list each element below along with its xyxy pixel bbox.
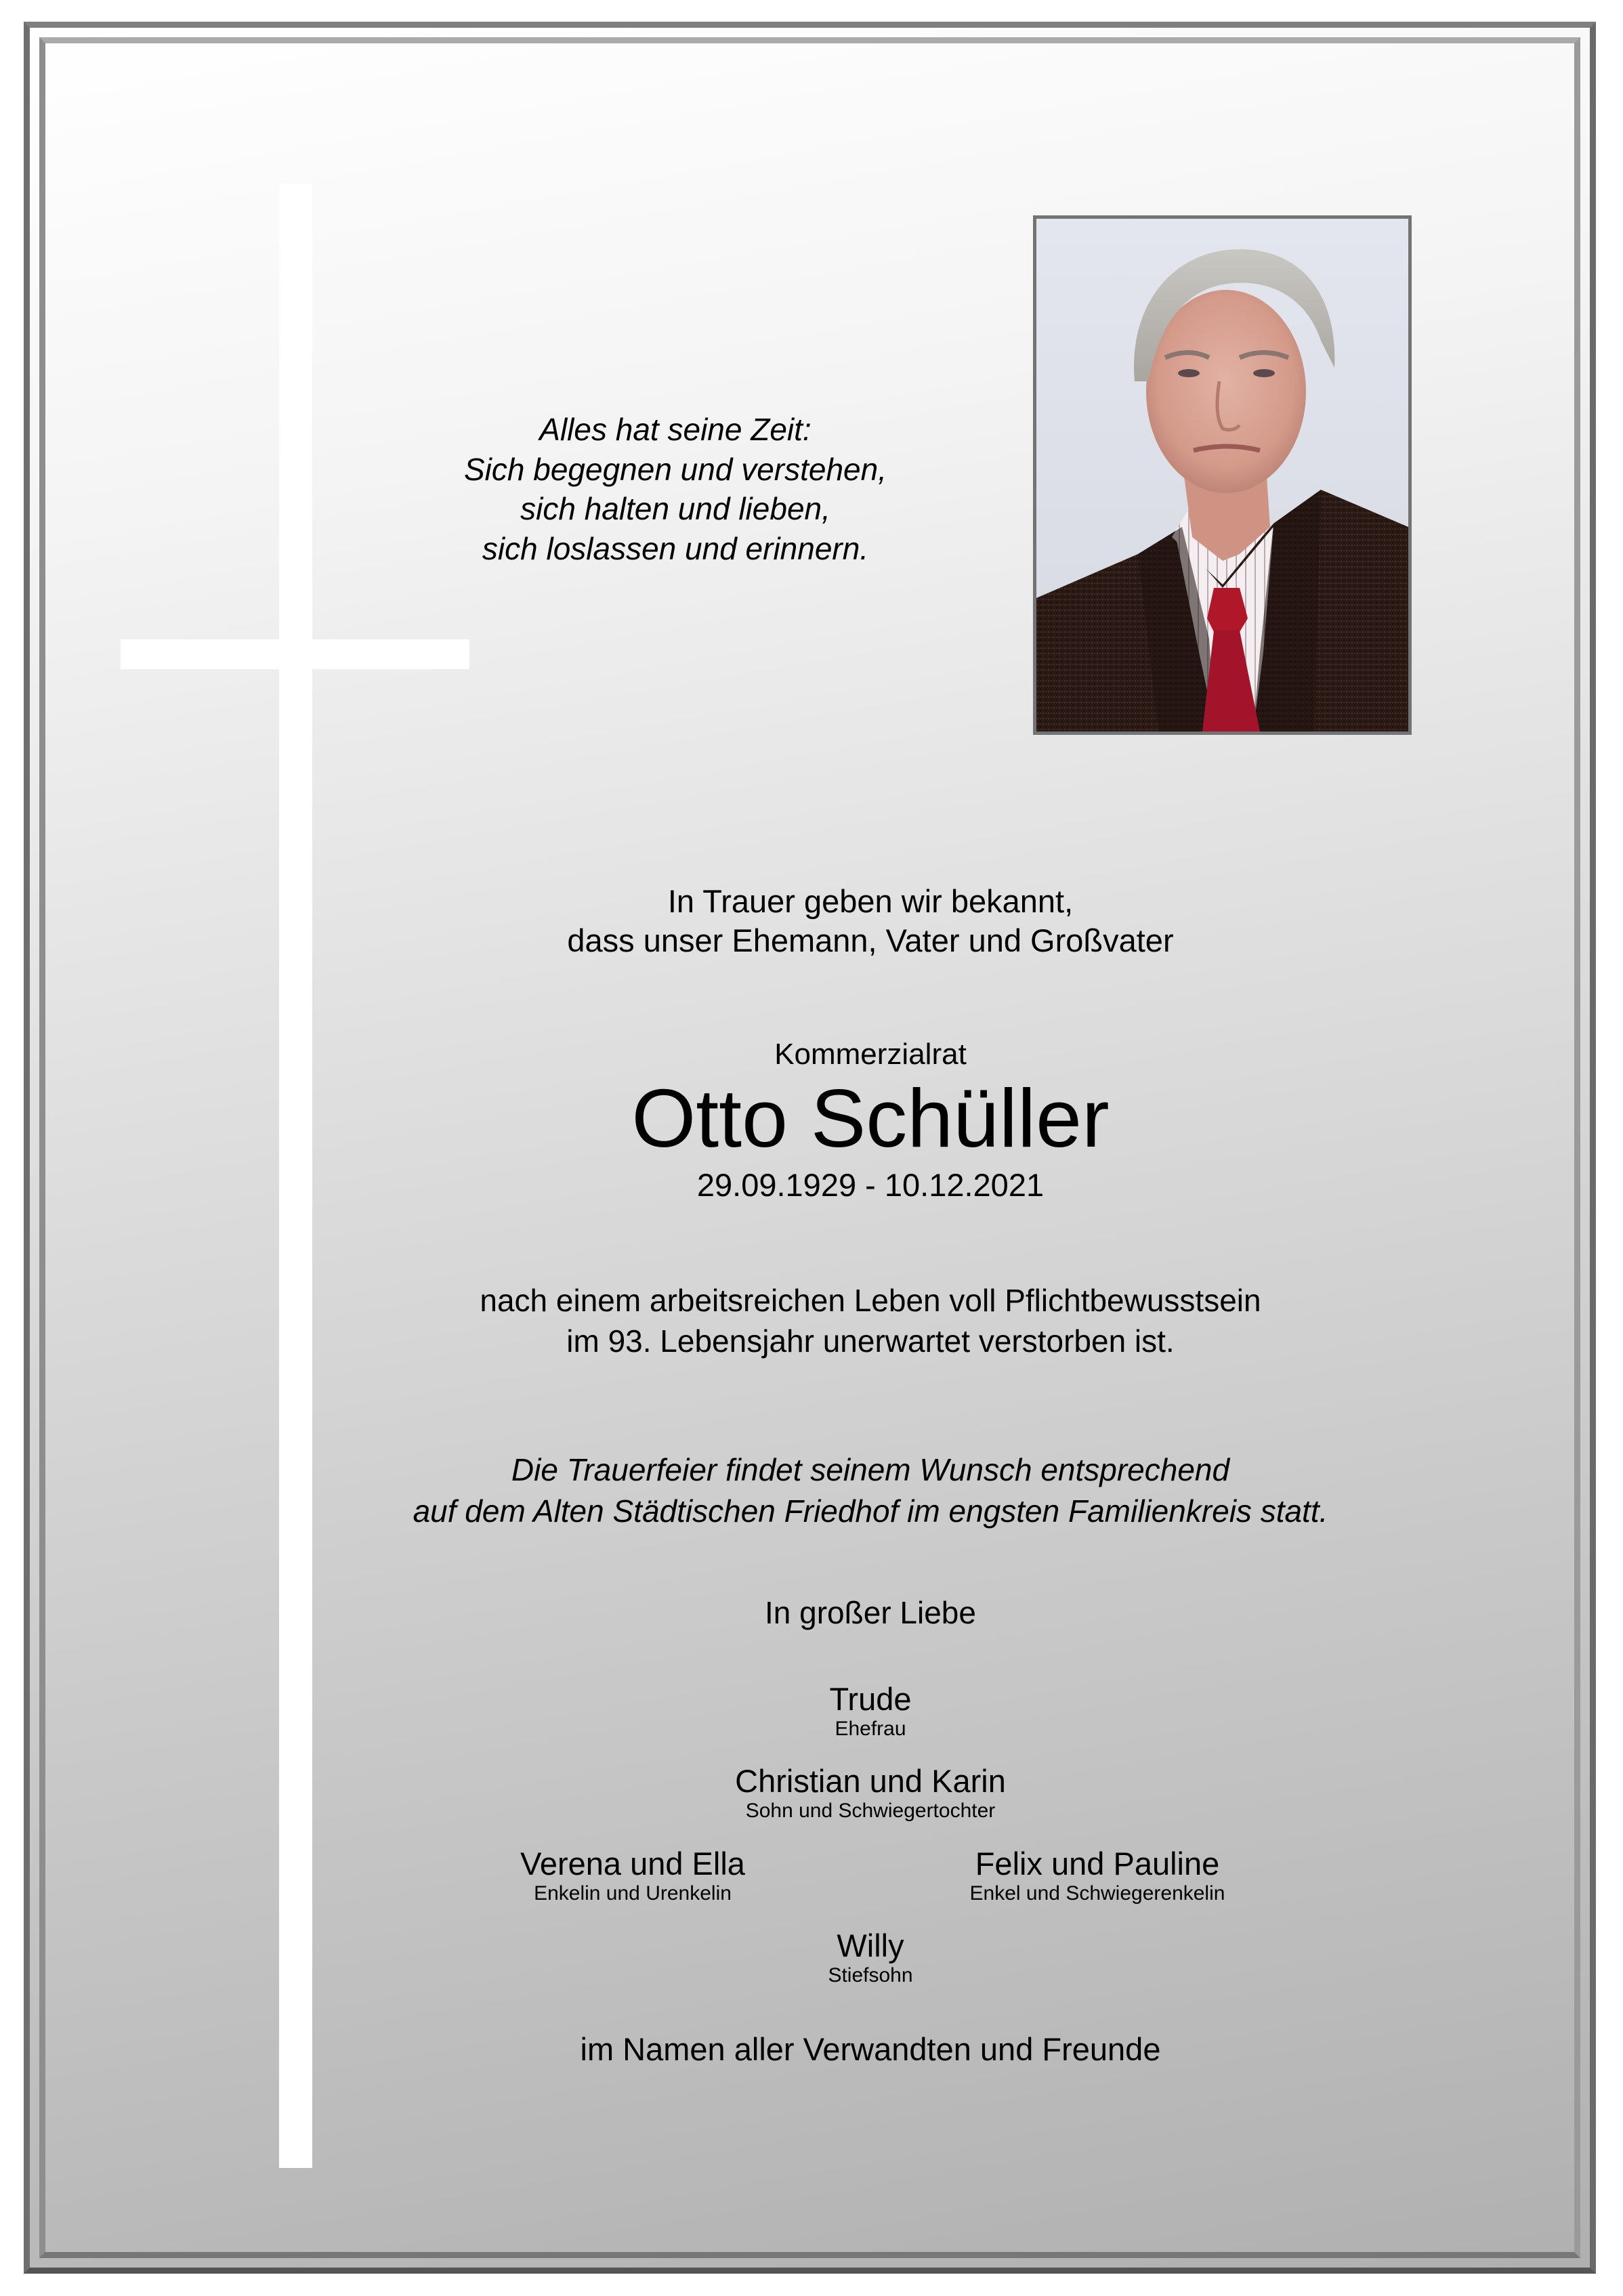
mourner-entry [667,1683,1074,1739]
mourner-relation: Enkelin und Urenkelin [534,1882,732,1905]
mourner-relation: Ehefrau [835,1718,906,1740]
cross-icon-vertical-bar [279,184,312,2168]
notice-line: nach einem arbeitsreichen Leben voll Pflichtbewusstsein [480,1283,1261,1318]
poem-line: sich loslassen und erinnern. [482,530,869,566]
closing-line: im Namen aller Verwandten und Freunde [580,2031,1161,2067]
mourner-name: Felix und Pauline [975,1846,1220,1882]
mourners-intro: In großer Liebe [765,1595,976,1630]
announcement [464,882,1277,960]
life-dates: 29.09.1929 - 10.12.2021 [696,1167,1045,1203]
announcement-line: In Trauer geben wir bekannt, [667,883,1074,919]
announcement-line: dass unser Ehemann, Vater und Großvater [567,922,1174,958]
mourner-relation: Sohn und Schwiegertochter [745,1800,996,1822]
cross-icon-horizontal-bar [121,639,469,669]
deceased-name: Otto Schüller [631,1072,1110,1164]
ceremony-line: Die Trauerfeier findet seinem Wunsch entsprechend [511,1452,1230,1487]
mourner-entry [894,1848,1301,1904]
mourner-entry [667,1930,1074,1986]
ceremony-line: auf dem Alten Städtischen Friedhof im engsten Familienkreis statt. [413,1493,1328,1529]
ceremony-info [329,1449,1412,1532]
mourner-name: Trude [829,1681,912,1717]
death-notice-text [464,1280,1277,1361]
mourner-relation: Enkel und Schwiegerenkelin [969,1882,1225,1905]
portrait-image [1036,219,1408,731]
mourner-name: Christian und Karin [735,1763,1006,1799]
mourner-name: Verena und Ella [520,1846,745,1882]
poem-line: Sich begegnen und verstehen, [463,451,887,487]
poem [404,410,946,568]
deceased-title: Kommerzialrat [774,1038,967,1071]
mourner-name: Willy [837,1928,904,1963]
poem-line: Alles hat seine Zeit: [539,412,812,447]
portrait-photo [1033,215,1412,735]
mourner-relation: Stiefsohn [828,1964,913,1986]
mourner-entry [429,1848,836,1904]
poem-line: sich halten und lieben, [520,491,830,526]
notice-line: im 93. Lebensjahr unerwartet verstorben ist. [566,1323,1175,1359]
mourner-entry [667,1765,1074,1821]
